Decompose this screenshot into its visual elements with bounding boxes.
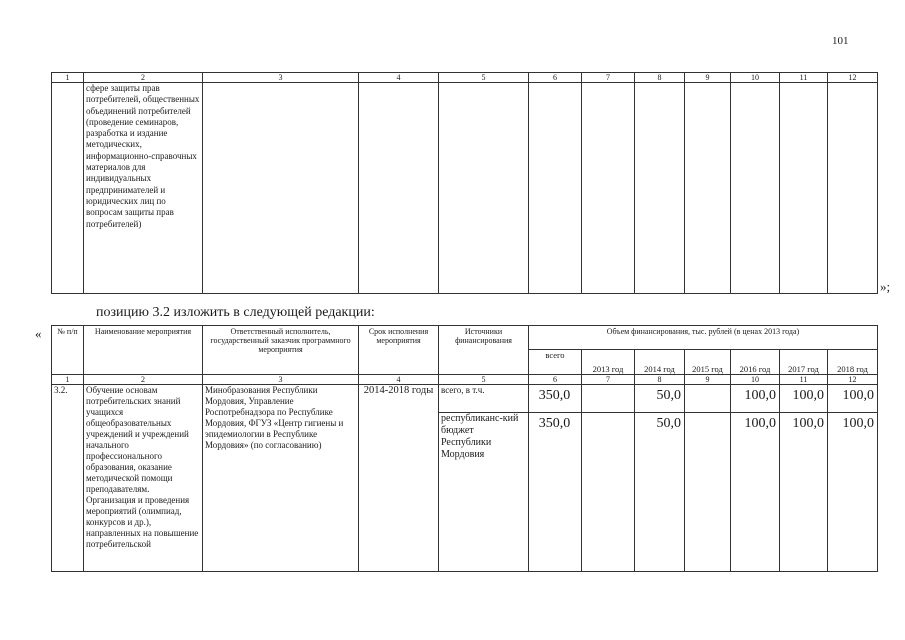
col-num-cell: 11: [780, 73, 828, 83]
header-executor: Ответственный исполнитель, государственный заказчик программного мероприятия: [203, 326, 359, 375]
empty-cell: [685, 83, 731, 294]
page-number: 101: [832, 35, 849, 47]
header-name: Наименование мероприятия: [84, 326, 203, 375]
col-num-cell: 4: [359, 73, 439, 83]
closing-quote-mark: »;: [880, 279, 891, 294]
financing-2014: 50,0: [635, 385, 685, 413]
header-term: Срок исполнения мероприятия: [359, 326, 439, 375]
col-num-cell: 4: [359, 375, 439, 385]
continuation-table: [51, 72, 878, 294]
col-num-cell: 3: [203, 375, 359, 385]
col-num-cell: 3: [203, 73, 359, 83]
empty-cell: [529, 83, 582, 294]
col-num-cell: 2: [84, 375, 203, 385]
col-num-cell: 6: [529, 73, 582, 83]
table-row: [52, 83, 878, 294]
col-num-cell: 9: [685, 375, 731, 385]
header-num: № п/п: [52, 326, 84, 375]
col-num-cell: 8: [635, 375, 685, 385]
financing-2017: 100,0: [780, 413, 828, 572]
empty-cell: [439, 83, 529, 294]
col-num-cell: 10: [731, 73, 780, 83]
col-num-cell: 6: [529, 375, 582, 385]
financing-2013: [582, 413, 635, 572]
row-num: 3.2.: [52, 385, 84, 572]
col-num-cell: 2: [84, 73, 203, 83]
financing-2015: [685, 413, 731, 572]
table-row: [52, 385, 878, 413]
header-total: всего: [529, 350, 582, 375]
financing-table: [51, 325, 878, 572]
col-num-cell: 5: [439, 73, 529, 83]
header-year-2017: 2017 год: [780, 350, 828, 375]
empty-cell: [203, 83, 359, 294]
header-volume: Объем финансирования, тыс. рублей (в ценах 2013 года): [529, 326, 878, 350]
col-num-cell: 10: [731, 375, 780, 385]
col-num-cell: 1: [52, 375, 84, 385]
row-executor: Минобразования Республики Мордовия, Управление Роспотребнадзора по Республике Мордовия, ФГУЗ «Центр гигиены и эпидемиологии в Республике Мордовия» (по согласованию): [203, 385, 359, 572]
financing-total: 350,0: [529, 385, 582, 413]
row-term: 2014-2018 годы: [359, 385, 439, 572]
financing-2016: 100,0: [731, 413, 780, 572]
empty-cell: [359, 83, 439, 294]
financing-source: республиканс-кий бюджет Республики Мордовия: [439, 413, 529, 572]
financing-source: всего, в т.ч.: [439, 385, 529, 413]
row-name: Обучение основам потребительских знаний учащихся общеобразовательных учреждений и учреждений начального профессионального образования, оказание методической помощи преподавателям. Организация и проведения мероприятий (олимпиад, конкурсов и др.), направленных на повышение потребительской: [84, 385, 203, 572]
financing-total: 350,0: [529, 413, 582, 572]
header-year-2015: 2015 год: [685, 350, 731, 375]
amendment-intro: позицию 3.2 изложить в следующей редакции:: [96, 305, 375, 320]
column-number-row: [52, 73, 878, 83]
col-num-cell: 5: [439, 375, 529, 385]
col-num-cell: 7: [582, 73, 635, 83]
col-num-cell: 8: [635, 73, 685, 83]
empty-cell: [780, 83, 828, 294]
empty-cell: [52, 83, 84, 294]
header-year-2018: 2018 год: [828, 350, 878, 375]
col-num-cell: 1: [52, 73, 84, 83]
empty-cell: [828, 83, 878, 294]
financing-2017: 100,0: [780, 385, 828, 413]
header-row: [52, 326, 878, 350]
header-year-2014: 2014 год: [635, 350, 685, 375]
col-num-cell: 12: [828, 73, 878, 83]
col-num-cell: 7: [582, 375, 635, 385]
opening-quote-mark: «: [35, 326, 42, 341]
financing-2016: 100,0: [731, 385, 780, 413]
financing-2013: [582, 385, 635, 413]
column-number-row: [52, 375, 878, 385]
financing-2014: 50,0: [635, 413, 685, 572]
header-year-2016: 2016 год: [731, 350, 780, 375]
col-num-cell: 11: [780, 375, 828, 385]
financing-2015: [685, 385, 731, 413]
continuation-text: сфере защиты прав потребителей, общественных объединений потребителей (проведение семинаров, разработка и издание методических, информационно-справочных материалов для индивидуальных предпринимателей и юридических лиц по вопросам защиты прав потребителей): [84, 83, 203, 294]
financing-2018: 100,0: [828, 385, 878, 413]
financing-2018: 100,0: [828, 413, 878, 572]
empty-cell: [635, 83, 685, 294]
empty-cell: [731, 83, 780, 294]
header-year-2013: 2013 год: [582, 350, 635, 375]
col-num-cell: 9: [685, 73, 731, 83]
col-num-cell: 12: [828, 375, 878, 385]
empty-cell: [582, 83, 635, 294]
header-sources: Источники финансирования: [439, 326, 529, 375]
